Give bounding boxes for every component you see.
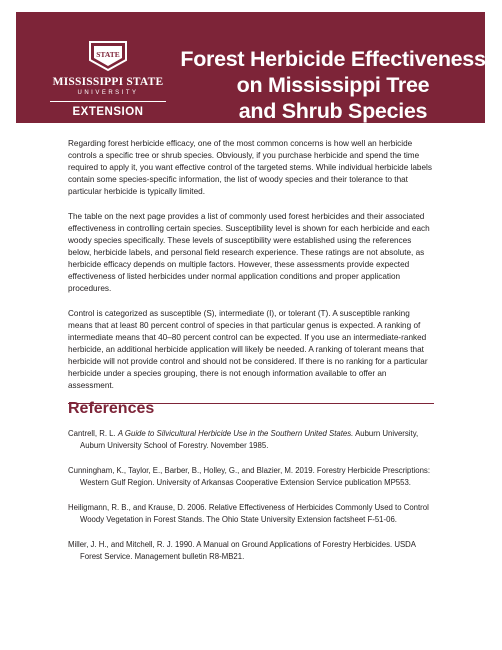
reference-item [68,539,434,563]
header-banner [16,12,485,123]
logo-divider [50,101,166,102]
reference-publisher: Auburn University, Auburn University School of Forestry. November 1985. [80,429,419,450]
reference-item [68,428,434,452]
paragraph-control-categories: Control is categorized as susceptible (S), intermediate (I), or tolerant (T). A susceptible ranking means that at least 80 percent control of species in that particular genus is expected. A ranking of intermediate means that 40–80 percent control can be expected. If you use an intermediate-ranked herbicide, an additional herbicide application will likely be needed. A ranking of tolerant means that herbicide will not provide control and should not be considered. If there is no ranking for a particular herbicide under a species grouping, there is not enough information available to offer an assessment. [68,309,428,390]
reference-text: Cunningham, K., Taylor, E., Barber, B., Holley, G., and Blazier, M. 2019. Forestry Herbicide Prescriptions: Western Gulf Region. University of Arkansas Cooperative Extension Service publication MP553. [68,466,430,487]
document-title [178,46,488,124]
logo-university: UNIVERSITY [77,90,139,96]
logo-shield-text: STATE [96,50,120,59]
reference-text: Heiligmann, R. B., and Krause, D. 2006. Relative Effectiveness of Herbicides Commonly Used to Control Woody Vegetation in Forest Stands. The Ohio State University Extension factsheet F-51-06. [68,503,429,524]
reference-text: Miller, J. H., and Mitchell, R. J. 1990. A Manual on Ground Applications of Forestry Herbicides. USDA Forest Service. Management bulletin R8-MB21. [68,540,416,561]
msu-extension-logo[interactable] [46,40,170,126]
reference-item [68,465,434,489]
title-line-3: and Shrub Species [238,99,428,123]
references-heading: References [68,400,155,417]
title-line-1: Forest Herbicide Effectiveness [180,47,486,71]
reference-title: A Guide to Silvicultural Herbicide Use in the Southern United States. [117,429,354,438]
msu-state-shield-icon [86,40,130,72]
paragraph-table-description: The table on the next page provides a list of commonly used forest herbicides and their associated effectiveness in controlling certain species. Susceptibility level is shown for each herbicide and each woody species specifically. These levels of susceptibility were established using the references below, herbicide labels, and personal field research experience. These ratings are not absolute, as herbicide efficacy depends on multiple factors. However, these assessments provide expected effectiveness of listed herbicides under normal application conditions and proper application procedures. [68,212,430,293]
paragraph-efficacy: Regarding forest herbicide efficacy, one of the most common concerns is how well an herbicide controls a specific tree or shrub species. Obviously, if you purchase herbicide and spend the time required to apply it, you want effective control of the targeted stems. While individual herbicide labels contain some species-specific information, the list of woody species and their tolerance to that particular herbicide is typically limited. [68,139,432,196]
reference-authors: Cantrell, R. L. [68,429,118,438]
intro-text [68,138,434,405]
references-list [68,428,434,576]
title-line-2: on Mississippi Tree [236,73,430,97]
logo-name: MISSISSIPPI STATE [52,76,164,88]
reference-item [68,502,434,526]
logo-division: EXTENSION [72,106,144,118]
